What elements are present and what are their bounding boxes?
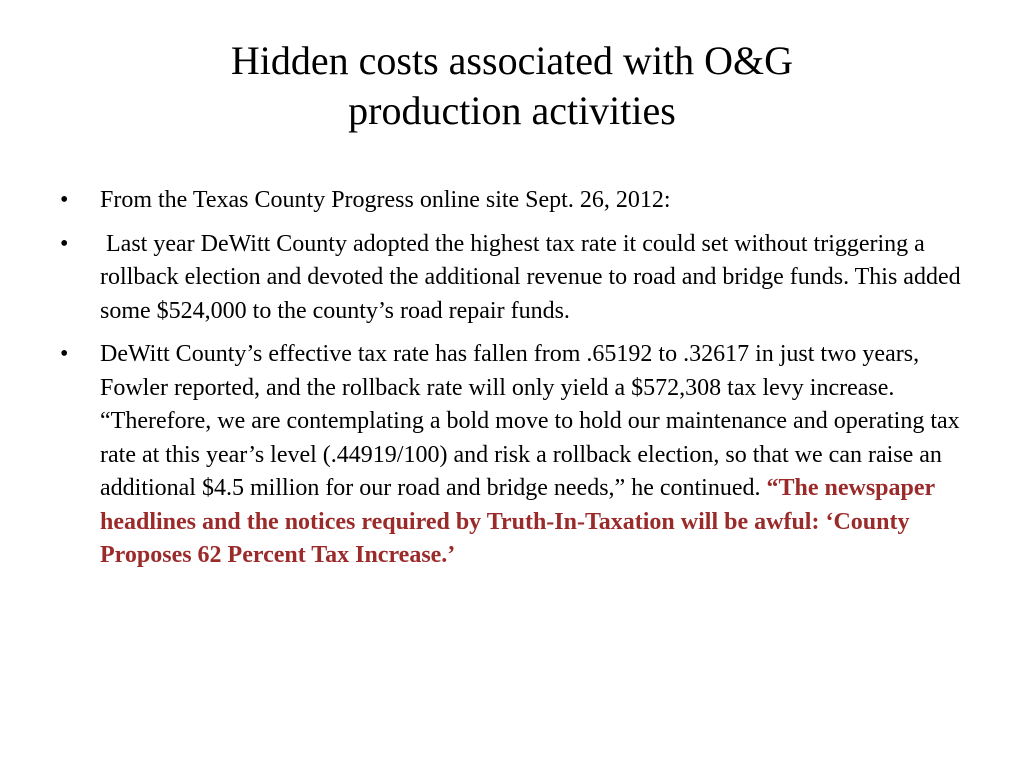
bullet-text: DeWitt County’s effective tax rate has fallen from .65192 to .32617 in just two years, Fowler reported, and the rollback rate will only yield a $572,308 tax levy increase. “Therefore, we are contemplating a bold move to hold our maintenance and operating tax rate at this year’s level (.44919/100) and risk a rollback election, so that we can raise an additional $4.5 million for our road and bridge needs,” he continued. — [100, 341, 960, 501]
bullet-item-effective-rate — [56, 338, 972, 573]
emphasized-quote: “The newspaper headlines and the notices required by Truth-In-Taxation will be awful: ‘County Proposes 62 Percent Tax Increase.’ — [100, 475, 935, 568]
bullet-item-source — [56, 184, 972, 218]
bullet-text: From the Texas County Progress online site Sept. 26, 2012: — [100, 187, 671, 213]
bullet-marker: • — [60, 230, 69, 257]
bullet-marker: • — [60, 187, 69, 213]
slide-title — [100, 36, 924, 136]
bullet-item-last-year — [56, 228, 972, 329]
bullet-list — [56, 184, 972, 583]
bullet-marker: • — [60, 341, 69, 367]
bullet-text: Last year DeWitt County adopted the highest tax rate it could set without triggering a rollback election and devoted the additional revenue to road and bridge funds. This added some $524,000 to the county’s road repair funds. — [100, 230, 967, 324]
slide-title-line-2: production activities — [348, 88, 676, 133]
slide-title-line-1: Hidden costs associated with O&G — [230, 38, 794, 83]
